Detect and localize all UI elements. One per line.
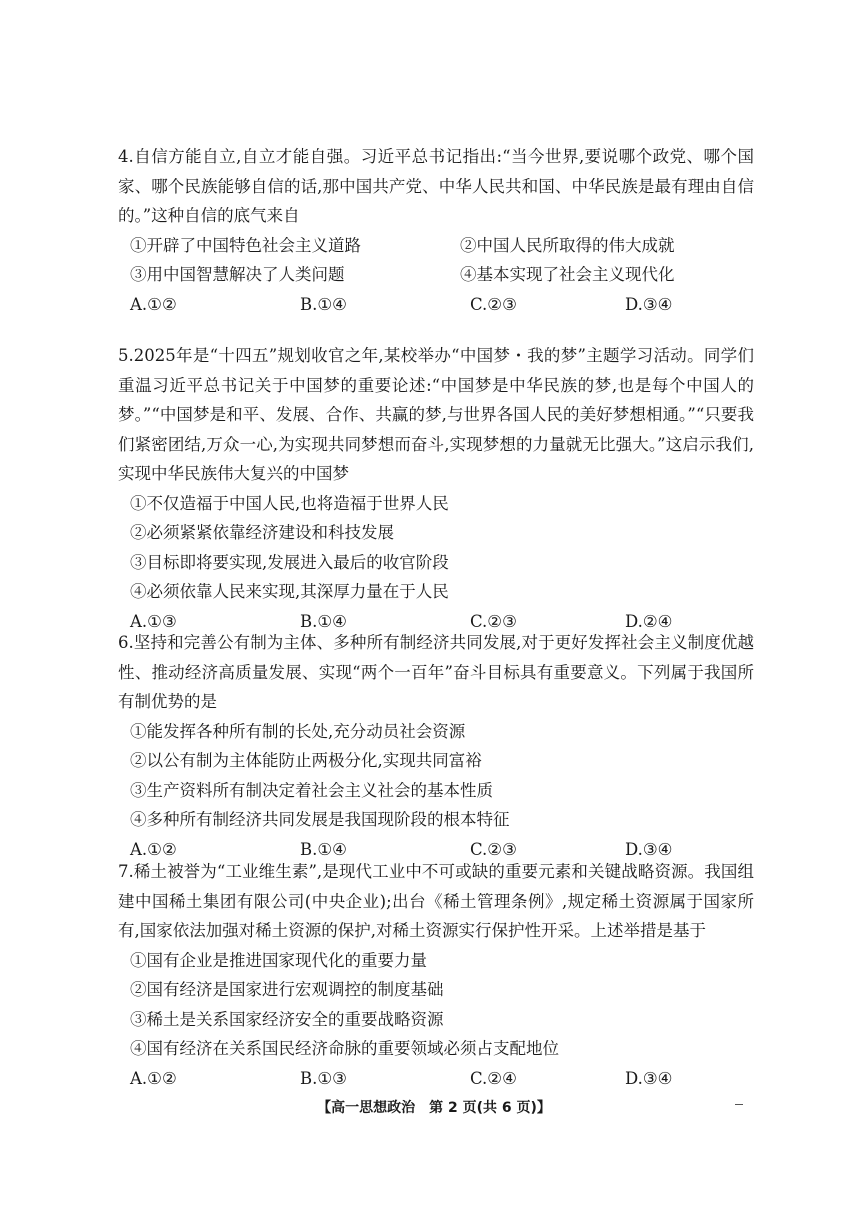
option-item: ①开辟了中国特色社会主义道路 [130,235,361,255]
corner-mark [735,1104,743,1105]
question-5 [118,341,754,636]
answer-choice: B.①③ [300,1068,347,1088]
option-item: ④国有经济在关系国民经济命脉的重要领域必须占支配地位 [130,1039,559,1058]
option-item: ②国有经济是国家进行宏观调控的制度基础 [130,980,444,999]
answer-choices [130,290,754,320]
answer-choice: D.③④ [625,1068,673,1088]
option-item: ①不仅造福于中国人民,也将造福于世界人民 [130,493,449,513]
question-stem: 6.坚持和完善公有制为主体、多种所有制经济共同发展,对于更好发挥社会主义制度优越性、推动经济高质量发展、实现“两个一百年”奋斗目标具有重要意义。下列属于我国所有制优势的是 [118,633,754,711]
answer-choices [130,1064,754,1094]
page-footer: 【高一思想政治 第 2 页(共 6 页)】 [317,1100,551,1116]
option-item: ①能发挥各种所有制的长处,充分动员社会资源 [130,721,466,741]
answer-choice: D.②④ [625,611,673,631]
option-item: ④多种所有制经济共同发展是我国现阶段的根本特征 [130,810,510,829]
option-item: ④基本实现了社会主义现代化 [460,265,675,284]
question-4 [118,142,754,319]
answer-choice: B.①④ [300,839,347,859]
question-7 [118,857,754,1093]
answer-choice: B.①④ [300,294,347,314]
answer-choice: A.①② [130,1068,177,1088]
option-item: ③生产资料所有制决定着社会主义社会的基本性质 [130,780,493,800]
answer-choice: B.①④ [300,611,347,631]
option-item: ③稀土是关系国家经济安全的重要战略资源 [130,1009,444,1029]
option-list [118,231,754,290]
option-item: ①国有企业是推进国家现代化的重要力量 [130,950,427,970]
option-item: ②必须紧紧依靠经济建设和科技发展 [130,523,394,542]
option-item: ③目标即将要实现,发展进入最后的收官阶段 [130,552,449,572]
answer-choice: C.②③ [470,611,517,631]
option-item: ③用中国智慧解决了人类问题 [130,265,345,284]
question-stem: 4.自信方能自立,自立才能自强。习近平总书记指出:“当今世界,要说哪个政党、哪个国家、哪个民族能够自信的话,那中国共产党、中华人民共和国、中华民族是最有理由自信的。”这种自信的底气来自 [118,147,754,225]
option-item: ②以公有制为主体能防止两极分化,实现共同富裕 [130,751,482,770]
question-stem: 5.2025年是“十四五”规划收官之年,某校举办“中国梦・我的梦”主题学习活动。同学们重温习近平总书记关于中国梦的重要论述:“中国梦是中华民族的梦,也是每个中国人的梦。”“中国梦是和平、发展、合作、共赢的梦,与世界各国人民的美好梦想相通。”“只要我们紧密团结,万众一心,为实现共同梦想而奋斗,实现梦想的力量就无比强大。”这启示我们,实现中华民族伟大复兴的中国梦 [118,346,754,483]
answer-choice: D.③④ [625,839,673,859]
option-item: ②中国人民所取得的伟大成就 [460,235,675,255]
answer-choice: A.①③ [130,611,177,631]
answer-choice: C.②③ [470,839,517,859]
question-6 [118,628,754,864]
answer-choice: C.②④ [470,1068,517,1088]
answer-choice: D.③④ [625,294,673,314]
answer-choice: A.①② [130,294,177,314]
option-item: ④必须依靠人民来实现,其深厚力量在于人民 [130,582,449,601]
question-stem: 7.稀土被誉为“工业维生素”,是现代工业中不可或缺的重要元素和关键战略资源。我国组建中国稀土集团有限公司(中央企业);出台《稀土管理条例》,规定稀土资源属于国家所有,国家依法加强对稀土资源的保护,对稀土资源实行保护性开采。上述举措是基于 [118,862,754,940]
answer-choice: A.①② [130,839,177,859]
answer-choice: C.②③ [470,294,517,314]
